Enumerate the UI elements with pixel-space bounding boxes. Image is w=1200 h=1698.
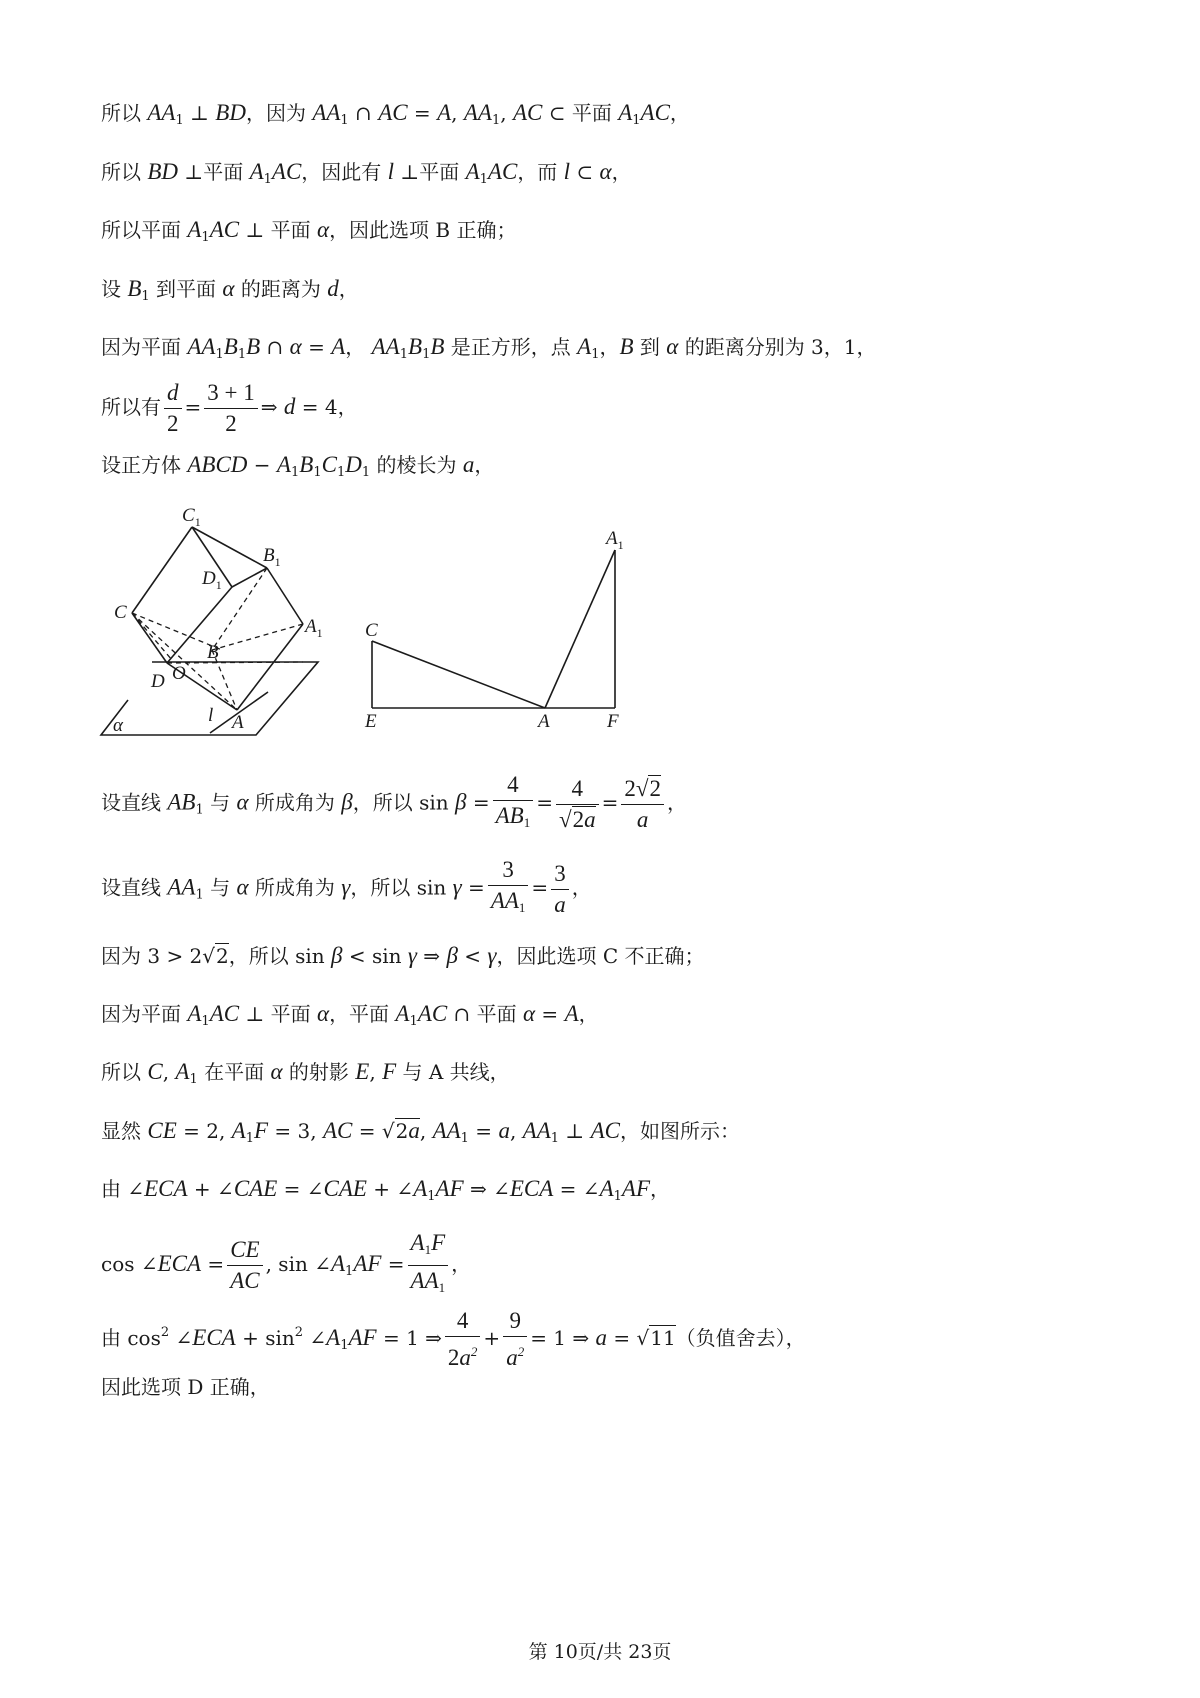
text-line-1: 所以 $AA_1$ ⊥ BD，因为 $AA_1$ ∩ AC = A, $AA_1$, AC ⊂ 平面 $A_1AC$，	[101, 100, 690, 128]
label-B: B	[207, 642, 219, 663]
projection-figure	[360, 525, 635, 740]
text-line-8: 设直线 $AB_1$ 与 α 所成角为 β，所以 sin β = $\frac{4}{AB_1}$ = $\frac{4}{√2a}$ = $\frac{2√2}{a}$ ，	[101, 772, 687, 832]
label-O: O	[172, 663, 186, 684]
text-line-17: 因此选项 D 正确，	[101, 1375, 270, 1399]
text-line-10: 因为 3 > 2√2，所以 sin β < sin γ ⇒ β < γ，因此选项 C 不正确；	[101, 943, 705, 968]
label-E-fig2: E	[365, 711, 377, 732]
label-l: l	[208, 705, 214, 726]
text-line-6: 所以有 $\frac{d}{2}$ = $\frac{3 + 1}{2}$ ⇒ d = 4，	[101, 380, 358, 436]
label-A1: $A_1$	[305, 616, 323, 640]
text-line-9: 设直线 $AA_1$ 与 α 所成角为 γ，所以 sin γ = $\frac{3}{AA_1}$ = $\frac{3}{a}$ ，	[101, 857, 592, 917]
label-B1: $B_1$	[263, 545, 281, 569]
text-line-16: 由 $\cos^2$ ∠ECA + $\sin^2$ $\angle A_1AF = 1$ ⇒ $\frac{4}{2a^2}$ + $\frac{9}{a^2}$ = 1 ⇒ a = √11（负值舍去），	[101, 1308, 806, 1370]
label-C-fig2: C	[365, 620, 378, 641]
text-line-3: 所以平面 $A_1AC$ ⊥ 平面 α，因此选项 B 正确；	[101, 217, 517, 245]
label-A: A	[232, 712, 244, 733]
text-line-15: cos ∠ECA = $\frac{CE}{AC}$ , $\sin \angle A_1AF$ = $\frac{A_1F}{AA_1}$ ，	[101, 1230, 472, 1295]
text-line-5: 因为平面 $AA_1B_1B$ ∩ α = A， $AA_1B_1B$ 是正方形，点 $A_1$，B 到 α 的距离分别为 3，1，	[101, 334, 877, 362]
cube-plane-figure	[95, 500, 335, 750]
text-line-12: 所以 C, $A_1$ 在平面 α 的射影 E, F 与 A 共线，	[101, 1059, 510, 1087]
text-line-11: 因为平面 $A_1AC$ ⊥ 平面 α，平面 $A_1AC$ ∩ 平面 α = A，	[101, 1001, 599, 1029]
label-A-fig2: A	[538, 711, 550, 732]
text-line-14: 由 ∠ECA + ∠CAE = ∠CAE + $\angle A_1AF$ ⇒ ∠ECA = $\angle A_1AF$，	[101, 1176, 671, 1204]
text-line-13: 显然 CE = 2, $A_1F = 3$, AC = √2a, $AA_1 = a$, $AA_1$ ⊥ AC，如图所示：	[101, 1118, 740, 1146]
text-line-7: 设正方体 ABCD − $A_1B_1C_1D_1$ 的棱长为 a，	[101, 452, 495, 480]
label-D: D	[151, 671, 165, 692]
label-C: C	[114, 602, 127, 623]
label-A1-fig2: $A_1$	[606, 528, 624, 552]
label-alpha: α	[113, 715, 123, 736]
label-D1: $D_1$	[202, 568, 222, 592]
text-line-4: 设 $B_1$ 到平面 α 的距离为 d，	[101, 276, 359, 304]
page-footer: 第 10页/共 23页	[528, 1641, 672, 1663]
label-F-fig2: F	[607, 711, 619, 732]
text-line-2: 所以 BD ⊥平面 $A_1AC$，因此有 l ⊥平面 $A_1AC$，而 l ⊂ α，	[101, 159, 632, 187]
label-C1: $C_1$	[182, 505, 201, 529]
